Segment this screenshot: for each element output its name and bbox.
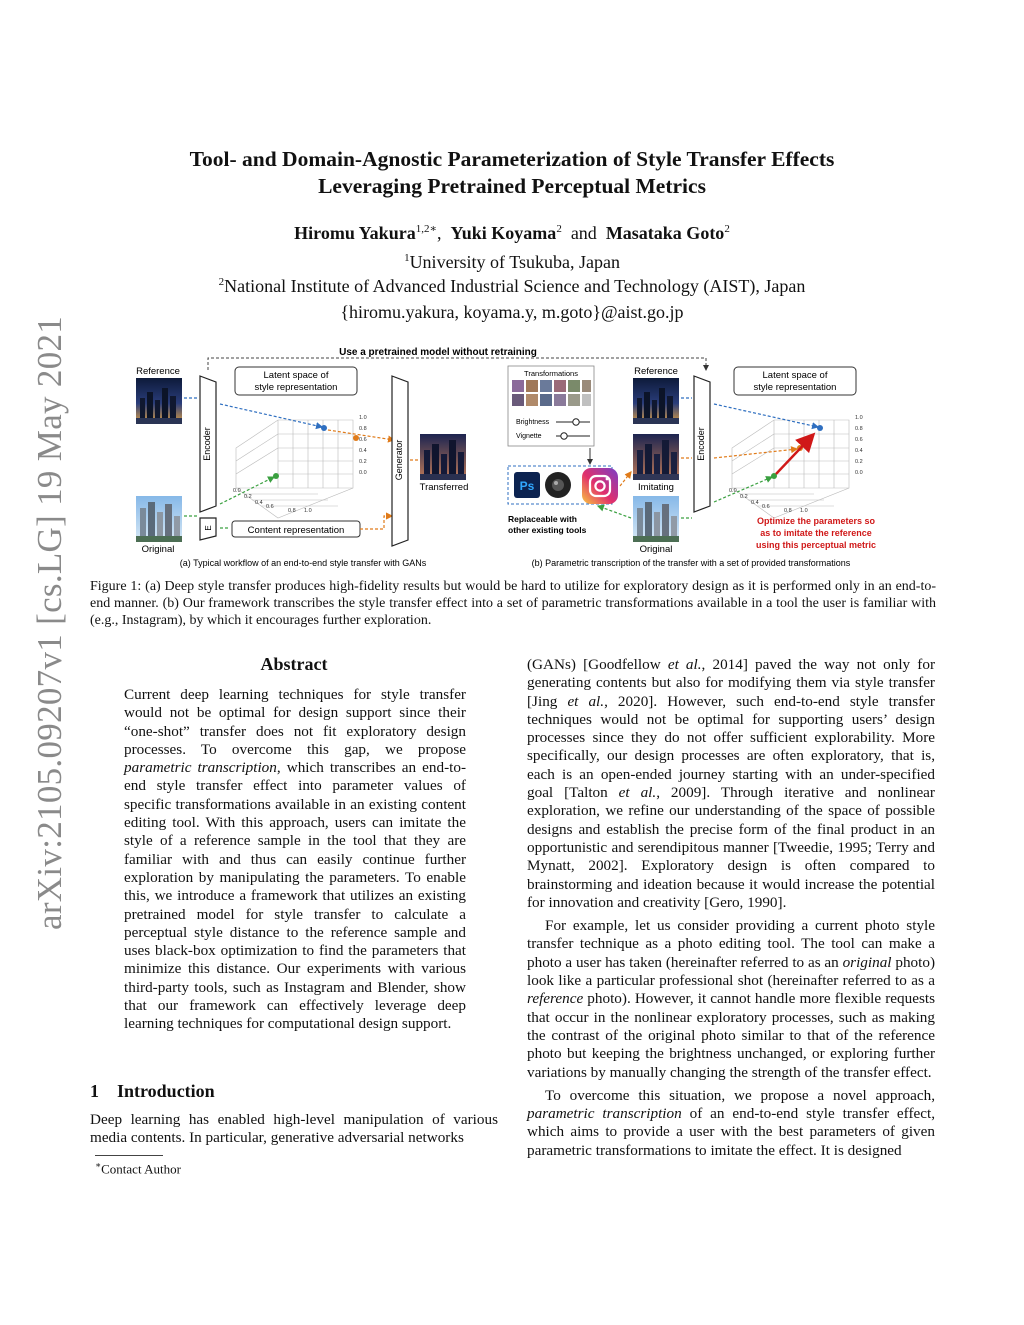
abstract-emphasis: parametric transcription <box>124 759 277 777</box>
imitating-photo <box>633 434 679 480</box>
paragraph-text: , 2014] paved the way not only for generating contents but also for modifying them via style transfer [Jing <box>527 656 935 710</box>
svg-text:0.6: 0.6 <box>762 504 770 510</box>
svg-text:0.8: 0.8 <box>784 508 792 514</box>
latent-label-line1-b: Latent space of <box>762 370 828 381</box>
transformations-label: Transformations <box>524 369 578 378</box>
svg-text:0.4: 0.4 <box>855 448 863 454</box>
original-encoding-arrow <box>184 477 274 516</box>
author-name: Masataka Goto <box>605 223 725 243</box>
right-column <box>527 656 935 1160</box>
affiliation-line <box>0 252 1024 273</box>
svg-text:0.6: 0.6 <box>359 437 367 443</box>
brightness-label: Brightness <box>516 419 550 426</box>
vignette-label: Vignette <box>516 433 542 440</box>
original-to-tool-arrow <box>598 506 631 518</box>
abstract-text: , which transcribes an end-to-end style transfer effect into parameter values of specific transformations available in an existing content editing tool. With this approach, users can imitate the style of a reference sample in the tool that they are familiar with and thus can easily continue further exploration by manipulating the parameters. To enable this, we introduce a framework that utilizes an existing pretrained model for style transfer to calculate a perceptual style distance to the reference sample and uses black-box optimization to find the parameters that minimize this distance. Our experiments with various third-party tools, such as Instagram and Blender, show that our framework can effectively leverage deep learning techniques for computational design support. <box>124 759 467 1033</box>
original-label-b: Original <box>639 544 673 555</box>
camera-lens-icon <box>545 472 571 498</box>
footnote-text: Contact Author <box>101 1161 181 1177</box>
transferred-photo <box>420 434 466 480</box>
svg-text:0.2: 0.2 <box>740 494 748 500</box>
figure-1 <box>128 340 898 572</box>
arxiv-identifier: arXiv:2105.09207v1 [cs.LG] 19 May 2021 <box>30 315 69 930</box>
optimize-line2: as to imitate the reference <box>760 528 872 538</box>
affiliation-text: National Institute of Advanced Industrial Science and Technology (AIST), Japan <box>224 276 806 296</box>
term-emphasis: parametric transcription <box>527 1105 682 1123</box>
optimization-arrow <box>776 436 812 474</box>
imitating-label: Imitating <box>638 482 674 493</box>
svg-text:0.2: 0.2 <box>244 494 252 500</box>
photoshop-icon <box>514 472 540 498</box>
section-heading-introduction: 1 Introduction <box>90 1081 215 1101</box>
instagram-icon <box>582 468 618 504</box>
abstract-text: Current deep learning techniques for style transfer would not be optimal for design support since their “one-shot” transfer does not fit exploratory design processes. To overcome this gap, we propose <box>124 686 466 758</box>
transferred-label: Transferred <box>419 482 469 493</box>
paragraph-text: For example, let us consider providing a current photo style transfer technique as a photo editing tool. The tool can make a photo a user has taken (hereinafter referred to as an <box>527 917 935 971</box>
subcaption-a: (a) Typical workflow of an end-to-end style transfer with GANs <box>179 558 427 568</box>
svg-text:1.0: 1.0 <box>800 508 808 514</box>
latent-label-line2: style representation <box>254 382 338 393</box>
svg-text:0.8: 0.8 <box>288 508 296 514</box>
paragraph-text: , 2009]. Through iterative and nonlinear exploration, we refine our understanding of the space of possible designs and establish the precise form of the final product in an opportunistic and serendipitous manner [Tweedie, 1995; Terry and Mynatt, 2002]. Exploratory design is often compared to brainstorming and ideation because it would increase the potential for innovation and creativity [Gero, 1990]. <box>527 784 935 911</box>
author-list <box>0 222 1024 244</box>
optimize-line3: using this perceptual metric <box>755 540 877 550</box>
svg-text:0.2: 0.2 <box>359 459 367 465</box>
svg-text:0.6: 0.6 <box>266 504 274 510</box>
svg-text:0.0: 0.0 <box>855 470 863 476</box>
affiliation-mark: 1 <box>404 252 410 264</box>
svg-text:0.0: 0.0 <box>359 470 367 476</box>
plot-b-ticks <box>729 415 863 514</box>
svg-text:0.2: 0.2 <box>855 459 863 465</box>
footnote <box>95 1160 181 1177</box>
encoder-label: Encoder <box>202 427 212 461</box>
author-name: Hiromu Yakura <box>294 223 416 243</box>
content-representation-label: Content representation <box>247 525 345 536</box>
encoder-label-b: Encoder <box>696 427 706 461</box>
svg-text:1.0: 1.0 <box>304 508 312 514</box>
top-label: Use a pretrained model without retraining <box>339 347 537 358</box>
e-label: E <box>204 525 213 531</box>
reference-style-point <box>321 425 327 431</box>
reference-style-point-b <box>817 425 823 431</box>
svg-text:0.6: 0.6 <box>855 437 863 443</box>
paper-title <box>0 146 1024 200</box>
reference-photo <box>136 378 182 424</box>
paragraph-text: To overcome this situation, we propose a novel approach, <box>545 1086 935 1104</box>
affiliation-text: University of Tsukuba, Japan <box>409 252 620 272</box>
author-separator: , <box>436 223 442 243</box>
svg-text:0.4: 0.4 <box>255 500 263 506</box>
svg-text:0.8: 0.8 <box>359 426 367 432</box>
svg-text:1.0: 1.0 <box>359 415 367 421</box>
reference-photo-b <box>633 378 679 424</box>
svg-text:0.0: 0.0 <box>233 488 241 494</box>
optimize-line1: Optimize the parameters so <box>756 516 876 526</box>
author-emails: {hiromu.yakura, koyama.y, m.goto}@aist.go.jp <box>340 302 684 322</box>
citation-emphasis: et al. <box>618 784 657 802</box>
author-and: and <box>570 223 597 243</box>
footnote-mark: ∗ <box>95 1160 102 1170</box>
paragraph <box>527 656 935 912</box>
citation-emphasis: et al. <box>567 692 605 710</box>
svg-text:Ps: Ps <box>519 479 535 493</box>
original-label: Original <box>141 544 175 555</box>
latent-label-line2-b: style representation <box>753 382 837 393</box>
paragraph-text: photo). However, it cannot handle more flexible requests that occur in the nonlinear exploratory processes, such as making the contrast of the original photo similar to that of the reference photo but keeping the brightness unchanged, or exploring further variations by manually changing the strength of the transfer effect. <box>527 990 935 1081</box>
paragraph-text: of an end-to-end style transfer effect, which aims to provide a user with the best parameters of given parametric transformations to imitate the effect. It is designed <box>527 1105 936 1159</box>
citation-emphasis: et al. <box>667 656 702 673</box>
title-line-1: Tool- and Domain-Agnostic Parameterization of Style Transfer Effects <box>189 147 835 171</box>
replaceable-line2: other existing tools <box>508 525 587 535</box>
original-style-point <box>273 473 279 479</box>
author-name: Yuki Koyama <box>450 223 557 243</box>
paragraph-text: photo) look like a particular professional shot (hereinafter referred to as a <box>527 953 935 990</box>
term-emphasis: reference <box>527 990 584 1008</box>
original-photo-b <box>633 496 679 542</box>
abstract-body <box>124 686 466 1034</box>
footnote-rule <box>95 1155 163 1156</box>
paragraph-text: , 2020]. However, such end-to-end style transfer techniques would not be optimal for supporting users’ design processes since they do not offer sufficient explorability. More specifically, our design processes are often exploratory, that is, each is an open-ended journey starting with an under-specified goal [Talton <box>527 692 935 802</box>
author-affiliation-mark: 2 <box>724 223 730 235</box>
latent-space-plot-b <box>732 420 849 518</box>
svg-text:0.4: 0.4 <box>751 500 759 506</box>
figure-caption: Figure 1: (a) Deep style transfer produces high-fidelity results but would be hard to utilize for exploratory design as it is performed only in an end-to-end manner. (b) Our framework transcribes the style transfer effect into a set of parametric transformations available in a tool the user is familiar with (e.g., Instagram), by which it encourages further exploration. <box>90 579 936 628</box>
original-photo <box>136 496 182 542</box>
affiliation-mark: 2 <box>218 276 225 288</box>
author-affiliation-mark: 1,2∗ <box>415 223 437 235</box>
affiliation-line <box>0 276 1024 297</box>
transferred-style-point <box>353 435 359 441</box>
paragraph <box>527 917 935 1082</box>
title-line-2: Leveraging Pretrained Perceptual Metrics <box>318 174 706 198</box>
svg-text:0.4: 0.4 <box>359 448 367 454</box>
svg-text:0.0: 0.0 <box>729 488 737 494</box>
latent-space-plot <box>236 420 353 518</box>
term-emphasis: original <box>842 953 892 971</box>
brightness-slider-handle <box>573 419 579 425</box>
latent-label-line1: Latent space of <box>263 370 329 381</box>
paragraph <box>527 1087 935 1160</box>
subcaption-b: (b) Parametric transcription of the transfer with a set of provided transformations <box>531 558 851 568</box>
paragraph-text: (GANs) [Goodfellow <box>527 656 668 673</box>
svg-text:0.8: 0.8 <box>855 426 863 432</box>
reference-label: Reference <box>136 366 180 377</box>
plot-a-ticks <box>233 415 367 514</box>
tool-output-arrow <box>620 472 631 486</box>
author-affiliation-mark: 2 <box>556 223 562 235</box>
abstract-heading: Abstract <box>260 654 328 674</box>
vignette-slider-handle <box>561 433 567 439</box>
introduction-text: Deep learning has enabled high-level manipulation of various media contents. In particular, generative adversarial networks <box>90 1111 498 1147</box>
generator-label: Generator <box>394 439 404 481</box>
reference-label-b: Reference <box>634 366 678 377</box>
content-to-generator-arrow <box>360 516 392 529</box>
replaceable-line1: Replaceable with <box>508 514 577 524</box>
svg-text:1.0: 1.0 <box>855 415 863 421</box>
